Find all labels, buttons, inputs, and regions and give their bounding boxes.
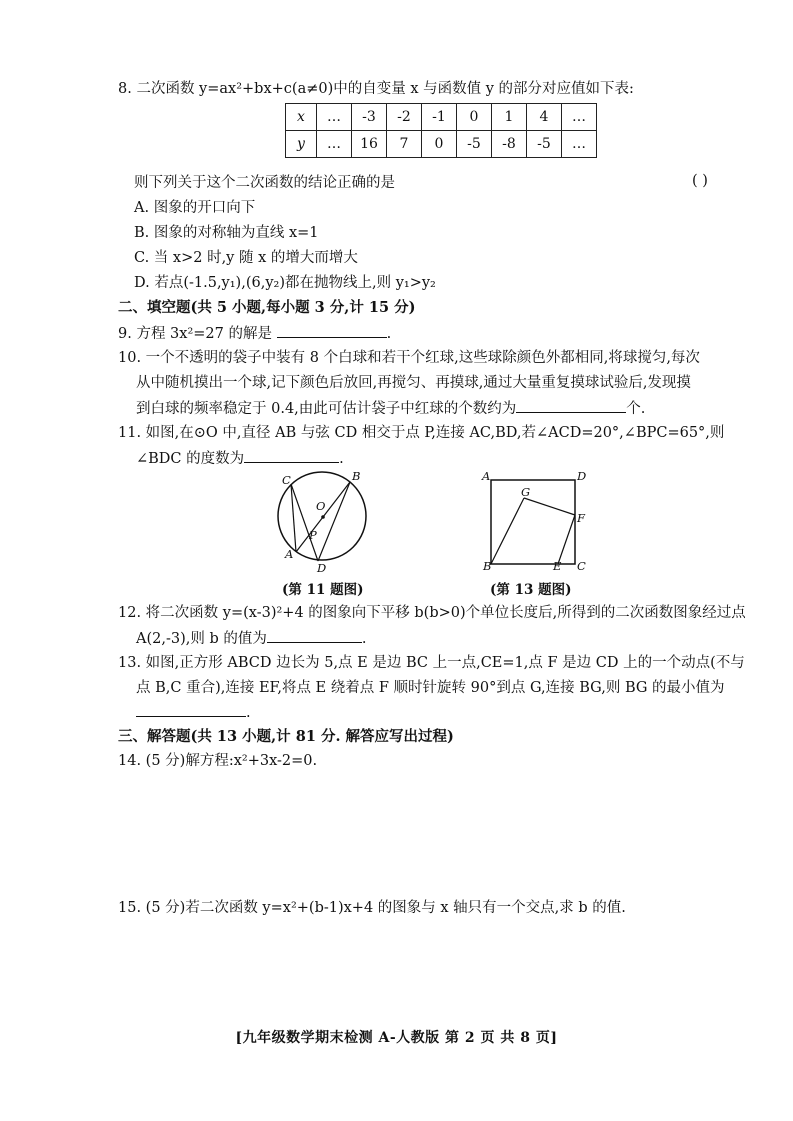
q13-answer-blank[interactable] (136, 702, 246, 717)
q13-line2: 点 B,C 重合),连接 EF,将点 E 绕着点 F 顺时针旋转 90°到点 G,连接 BG,则 BG 的最小值为 (136, 680, 725, 696)
label-c: C (577, 559, 586, 572)
table-row-y (286, 131, 597, 158)
label-f: F (577, 511, 585, 525)
segment-gf (524, 498, 575, 515)
q11-line2-text: ∠BDC 的度数为 (136, 451, 245, 467)
table-cell: -2 (387, 104, 422, 131)
label-p: P (309, 528, 317, 542)
table-cell: 16 (352, 131, 387, 158)
q13-square-figure (480, 470, 590, 572)
segment-ac (291, 484, 296, 552)
q8-stem: 8. 二次函数 y=ax²+bx+c(a≠0)中的自变量 x 与函数值 y 的部分对应值如下表: (118, 81, 634, 97)
section-3-title: 三、解答题(共 13 小题,计 81 分. 解答应写出过程) (118, 728, 454, 745)
q8-option-b: B. 图象的对称轴为直线 x=1 (134, 225, 319, 241)
q12-line2-text: A(2,-3),则 b 的值为 (136, 631, 267, 647)
table-cell: 0 (457, 104, 492, 131)
q12-tail: . (361, 631, 367, 647)
q8-option-a: A. 图象的开口向下 (134, 200, 256, 216)
table-cell: -8 (492, 131, 527, 158)
q12-line2 (136, 628, 366, 649)
table-cell: 0 (422, 131, 457, 158)
label-o: O (316, 499, 326, 513)
q11-circle-figure (262, 466, 382, 576)
q12-line1: 12. 将二次函数 y=(x-3)²+4 的图象向下平移 b(b>0)个单位长度后,所得到的二次函数图象经过点 (118, 605, 746, 621)
table-cell: 4 (527, 104, 562, 131)
q11-line1: 11. 如图,在⊙O 中,直径 AB 与弦 CD 相交于点 P,连接 AC,BD,若∠ACD=20°,∠BPC=65°,则 (118, 425, 725, 441)
label-g: G (521, 485, 531, 499)
q13-line1: 13. 如图,正方形 ABCD 边长为 5,点 E 是边 BC 上一点,CE=1,点 F 是边 CD 上的一个动点(不与 (118, 655, 745, 671)
q8-option-c: C. 当 x>2 时,y 随 x 的增大而增大 (134, 250, 358, 266)
q9-tail: . (386, 326, 392, 342)
table-cell: … (562, 131, 597, 158)
table-row-x (286, 104, 597, 131)
q15-text: 15. (5 分)若二次函数 y=x²+(b-1)x+4 的图象与 x 轴只有一个交点,求 b 的值. (118, 900, 626, 916)
table-cell: -5 (527, 131, 562, 158)
table-cell: 7 (387, 131, 422, 158)
fig11-caption: (第 11 题图) (282, 582, 364, 598)
q8-answer-paren: ( ) (692, 173, 708, 189)
page-footer: [九年级数学期末检测 A-人教版 第 2 页 共 8 页] (235, 1030, 558, 1046)
table-cell: -3 (352, 104, 387, 131)
q10-line1: 10. 一个不透明的袋子中装有 8 个白球和若干个红球,这些球除颜色外都相同,将球搅匀,每次 (118, 350, 700, 366)
q8-value-table (285, 103, 597, 158)
q10-line3 (136, 398, 645, 419)
q10-tail: 个. (626, 401, 646, 417)
q14-text: 14. (5 分)解方程:x²+3x-2=0. (118, 753, 318, 769)
table-cell: 1 (492, 104, 527, 131)
label-d: D (577, 470, 587, 483)
q9-text (118, 323, 391, 344)
label-c: C (282, 473, 291, 487)
label-a: A (285, 547, 294, 561)
q9-stem: 9. 方程 3x²=27 的解是 (118, 326, 272, 342)
segment-bg (491, 498, 524, 564)
section-2-title: 二、填空题(共 5 小题,每小题 3 分,计 15 分) (118, 299, 416, 316)
label-b: B (352, 469, 361, 483)
q13-line3 (136, 702, 251, 723)
q11-answer-blank[interactable] (244, 448, 339, 463)
label-b: B (483, 559, 492, 572)
table-cell: -5 (457, 131, 492, 158)
x-header: x (286, 104, 317, 131)
table-cell: -1 (422, 104, 457, 131)
table-cell: … (317, 104, 352, 131)
table-cell: … (317, 131, 352, 158)
q10-line3-text: 到白球的频率稳定于 0.4,由此可估计袋子中红球的个数约为 (136, 401, 517, 417)
q12-answer-blank[interactable] (267, 628, 362, 643)
q8-option-d: D. 若点(-1.5,y₁),(6,y₂)都在抛物线上,则 y₁>y₂ (134, 275, 436, 291)
fig13-caption: (第 13 题图) (490, 582, 572, 598)
q8-question: 则下列关于这个二次函数的结论正确的是 (134, 175, 395, 191)
segment-bd (318, 482, 350, 561)
segment-fe (558, 515, 575, 564)
label-a: A (482, 470, 491, 483)
q10-answer-blank[interactable] (516, 398, 626, 413)
chord-cd (291, 484, 318, 561)
q13-tail: . (246, 705, 251, 721)
table-cell: … (562, 104, 597, 131)
center-point (321, 515, 325, 519)
label-d: D (317, 561, 327, 575)
q11-tail: . (339, 451, 344, 467)
q10-line2: 从中随机摸出一个球,记下颜色后放回,再搅匀、再摸球,通过大量重复摸球试验后,发现摸 (136, 375, 691, 391)
q9-answer-blank[interactable] (277, 323, 387, 338)
y-header: y (286, 131, 317, 158)
label-e: E (553, 559, 562, 572)
